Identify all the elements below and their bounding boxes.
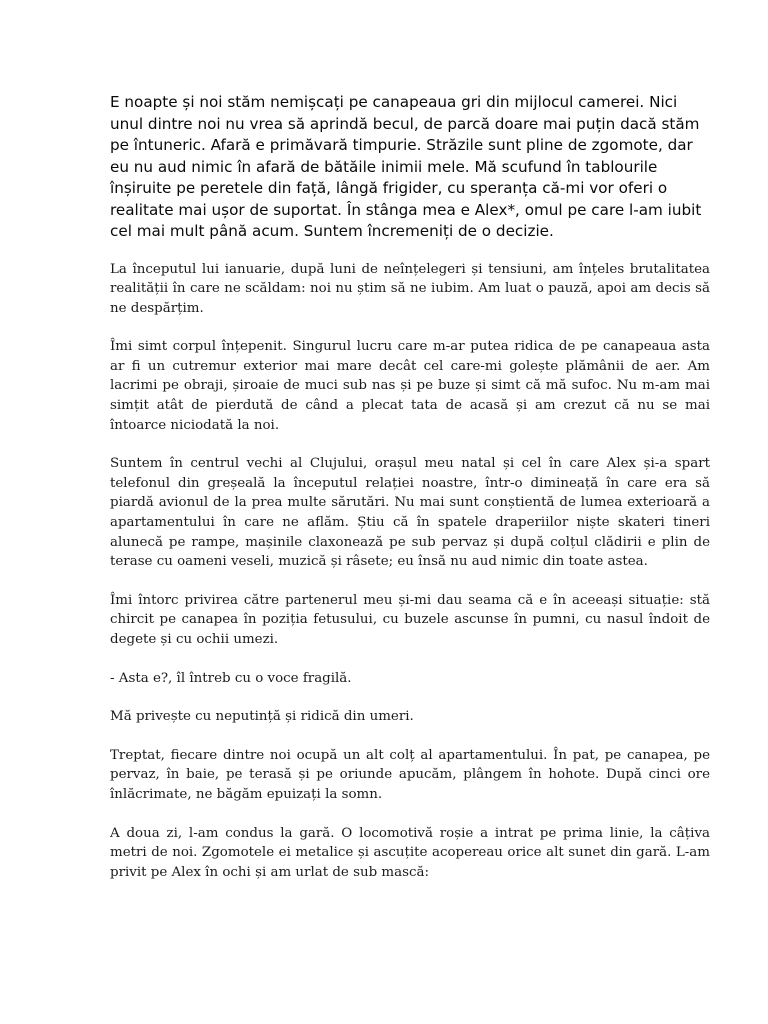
body-paragraph-6: Treptat, fiecare dintre noi ocupă un alt colț al apartamentului. În pat, pe canapea, pe pervaz, în baie, pe terasă și pe oriunde apucăm, plângem în hohote. După cinci ore înlăcrimate, ne băgăm epuizați la somn. bbox=[110, 747, 710, 802]
body-paragraph-2: Îmi simt corpul înțepenit. Singurul lucru care m-ar putea ridica de pe canapeaua asta ar fi un cutremur exterior mai mare decât cel care-mi golește plămânii de aer. Am lacrimi pe obraji, șiroaie de muci sub nas și pe buze și simt că mă sufoc. Nu m-am mai simțit atât de pierdută de când a plecat tata de acasă și am crezut că nu se mai întoarce niciodată la noi. bbox=[110, 339, 710, 433]
document-page bbox=[110, 92, 710, 901]
body-paragraph-7: A doua zi, l-am condus la gară. O locomotivă roșie a intrat pe prima linie, la câțiva metri de noi. Zgomotele ei metalice și ascuțite acopereau orice alt sunet din gară. L-am privit pe Alex în ochi și am urlat de sub mască: bbox=[110, 825, 710, 880]
body-paragraph-5: Mă privește cu neputință și ridică din umeri. bbox=[110, 709, 414, 725]
body-paragraph-3: Suntem în centrul vechi al Clujului, orașul meu natal și cel în care Alex și-a spart telefonul din greșeală la începutul relației noastre, într-o dimineață în care era să piardă avionul de la prea multe sărutări. Nu mai sunt conștientă de lumea exterioară a apartamentului în care ne aflăm. Știu că în spatele draperiilor niște skateri tineri alunecă pe rampe, mașinile claxonează pe sub pervaz și după colțul clădirii e plin de terase cu oameni veseli, muzică și râsete; eu însă nu aud nimic din toate astea. bbox=[110, 456, 710, 570]
intro-paragraph: E noapte și noi stăm nemișcați pe canapeaua gri din mijlocul camerei. Nici unul dintre noi nu vrea să aprindă becul, de parcă doare mai puțin dacă stăm pe întuneric. Afară e primăvară timpurie. Străzile sunt pline de zgomote, dar eu nu aud nimic în afară de bătăile inimii mele. Mă scufund în tablourile înșiruite pe peretele din față, lângă frigider, cu speranța că-mi vor oferi o realitate mai ușor de suportat. În stânga mea e Alex*, omul pe care l-am iubit cel mai mult până acum. Suntem încremeniți de o decizie. bbox=[110, 93, 702, 240]
dialogue-line: - Asta e?, îl întreb cu o voce fragilă. bbox=[110, 670, 352, 686]
body-paragraph-1: La începutul lui ianuarie, după luni de neînțelegeri și tensiuni, am înțeles brutalitatea realității în care ne scăldam: noi nu știm să ne iubim. Am luat o pauză, apoi am decis să ne despărțim. bbox=[110, 261, 710, 316]
body-paragraph-4: Îmi întorc privirea către partenerul meu și-mi dau seama că e în aceeași situație: stă chircit pe canapea în poziția fetusului, cu buzele ascunse în pumni, cu nasul îndoit de degete și cu ochii umezi. bbox=[110, 592, 710, 647]
